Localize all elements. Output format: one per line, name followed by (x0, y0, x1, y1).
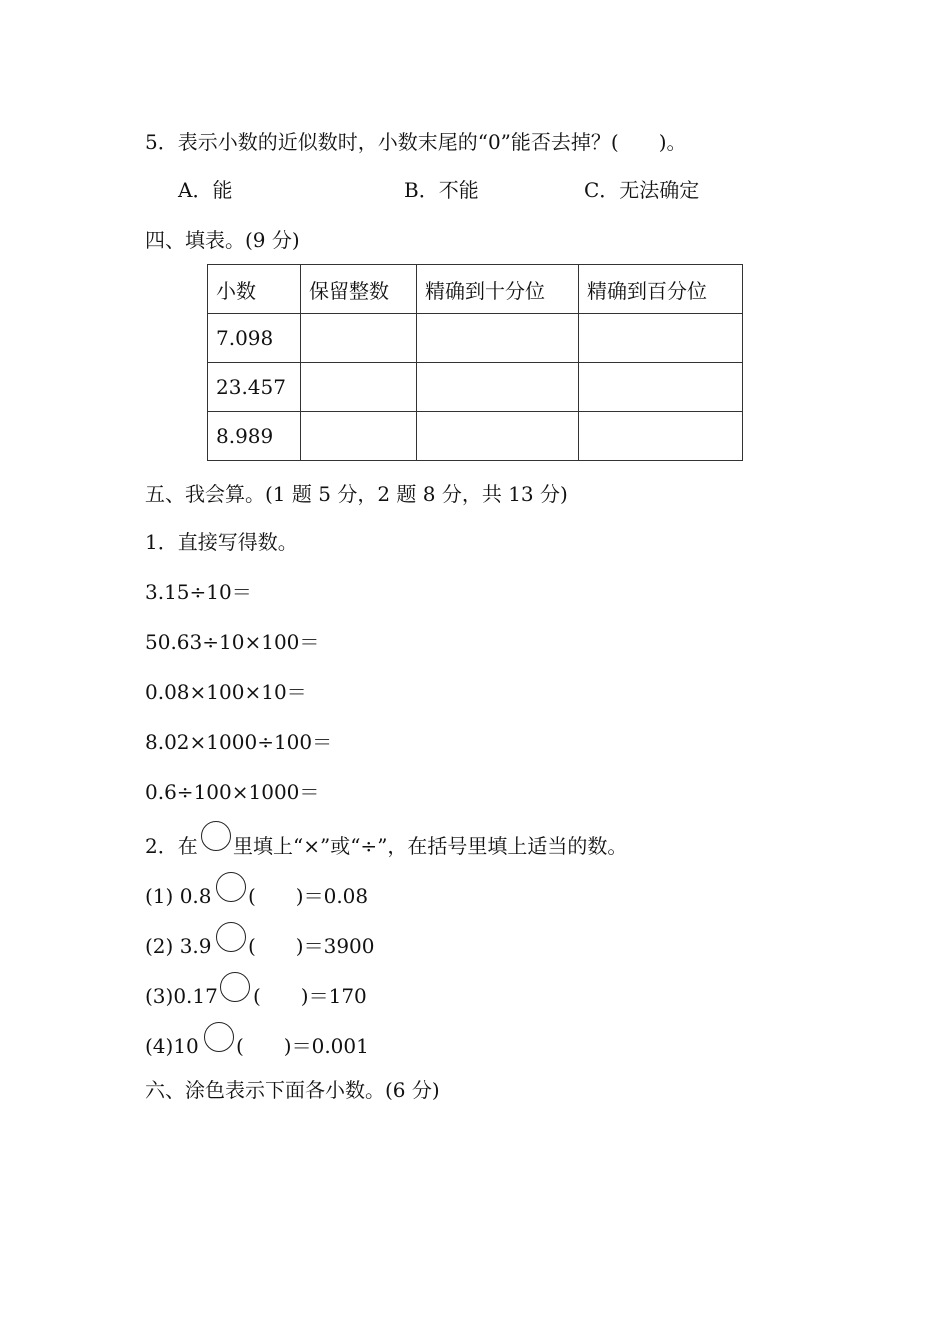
q2-item-suffix: ( )＝170 (253, 984, 367, 1008)
table-cell-answer[interactable] (417, 412, 579, 461)
q2-item-prefix: (2) 3.9 (145, 934, 212, 958)
question-5-text: 5．表示小数的近似数时，小数末尾的“0”能否去掉？( )。 (145, 130, 687, 154)
option-c: C．无法确定 (584, 178, 700, 202)
calc-item: 0.08×100×10＝ (145, 680, 307, 704)
q2-item-prefix: (4)10 (145, 1034, 199, 1058)
section-4-title: 四、填表。(9 分) (145, 228, 300, 252)
calc-item: 0.6÷100×1000＝ (145, 780, 320, 804)
table-cell-decimal: 23.457 (208, 363, 301, 412)
q2-item-suffix: ( )＝0.08 (248, 884, 369, 908)
calc-item: 50.63÷10×100＝ (145, 630, 320, 654)
table-cell-answer[interactable] (579, 314, 743, 363)
q2-item-prefix: (1) 0.8 (145, 884, 212, 908)
table-cell-answer[interactable] (301, 314, 417, 363)
option-a: A．能 (178, 178, 233, 202)
table-cell-decimal: 7.098 (208, 314, 301, 363)
table-header-cell: 保留整数 (301, 265, 417, 314)
question-2-title-end: 里填上“×”或“÷”，在括号里填上适当的数。 (233, 834, 628, 858)
table-cell-answer[interactable] (301, 412, 417, 461)
table-cell-answer[interactable] (417, 314, 579, 363)
table-header-cell: 精确到十分位 (417, 265, 579, 314)
table-row (208, 363, 743, 412)
table-row (208, 314, 743, 363)
operator-circle-icon[interactable] (216, 922, 246, 952)
table-cell-answer[interactable] (579, 363, 743, 412)
q2-item-suffix: ( )＝0.001 (236, 1034, 369, 1058)
calc-item: 3.15÷10＝ (145, 580, 252, 604)
operator-circle-icon (201, 821, 231, 851)
question-2-title-start: 2．在 (145, 834, 198, 858)
table-header-cell: 精确到百分位 (579, 265, 743, 314)
table-row (208, 412, 743, 461)
table-cell-answer[interactable] (417, 363, 579, 412)
calc-item: 8.02×1000÷100＝ (145, 730, 333, 754)
fill-table (207, 264, 743, 461)
section-5-title: 五、我会算。(1 题 5 分，2 题 8 分，共 13 分) (145, 482, 568, 506)
question-1-title: 1．直接写得数。 (145, 530, 298, 554)
table-cell-answer[interactable] (301, 363, 417, 412)
section-6-title: 六、涂色表示下面各小数。(6 分) (145, 1078, 440, 1102)
q2-item-suffix: ( )＝3900 (248, 934, 375, 958)
table-cell-answer[interactable] (579, 412, 743, 461)
table-header-row (208, 265, 743, 314)
option-b: B．不能 (404, 178, 479, 202)
operator-circle-icon[interactable] (220, 972, 250, 1002)
table-header-cell: 小数 (208, 265, 301, 314)
table-cell-decimal: 8.989 (208, 412, 301, 461)
operator-circle-icon[interactable] (204, 1022, 234, 1052)
q2-item-prefix: (3)0.17 (145, 984, 218, 1008)
operator-circle-icon[interactable] (216, 872, 246, 902)
